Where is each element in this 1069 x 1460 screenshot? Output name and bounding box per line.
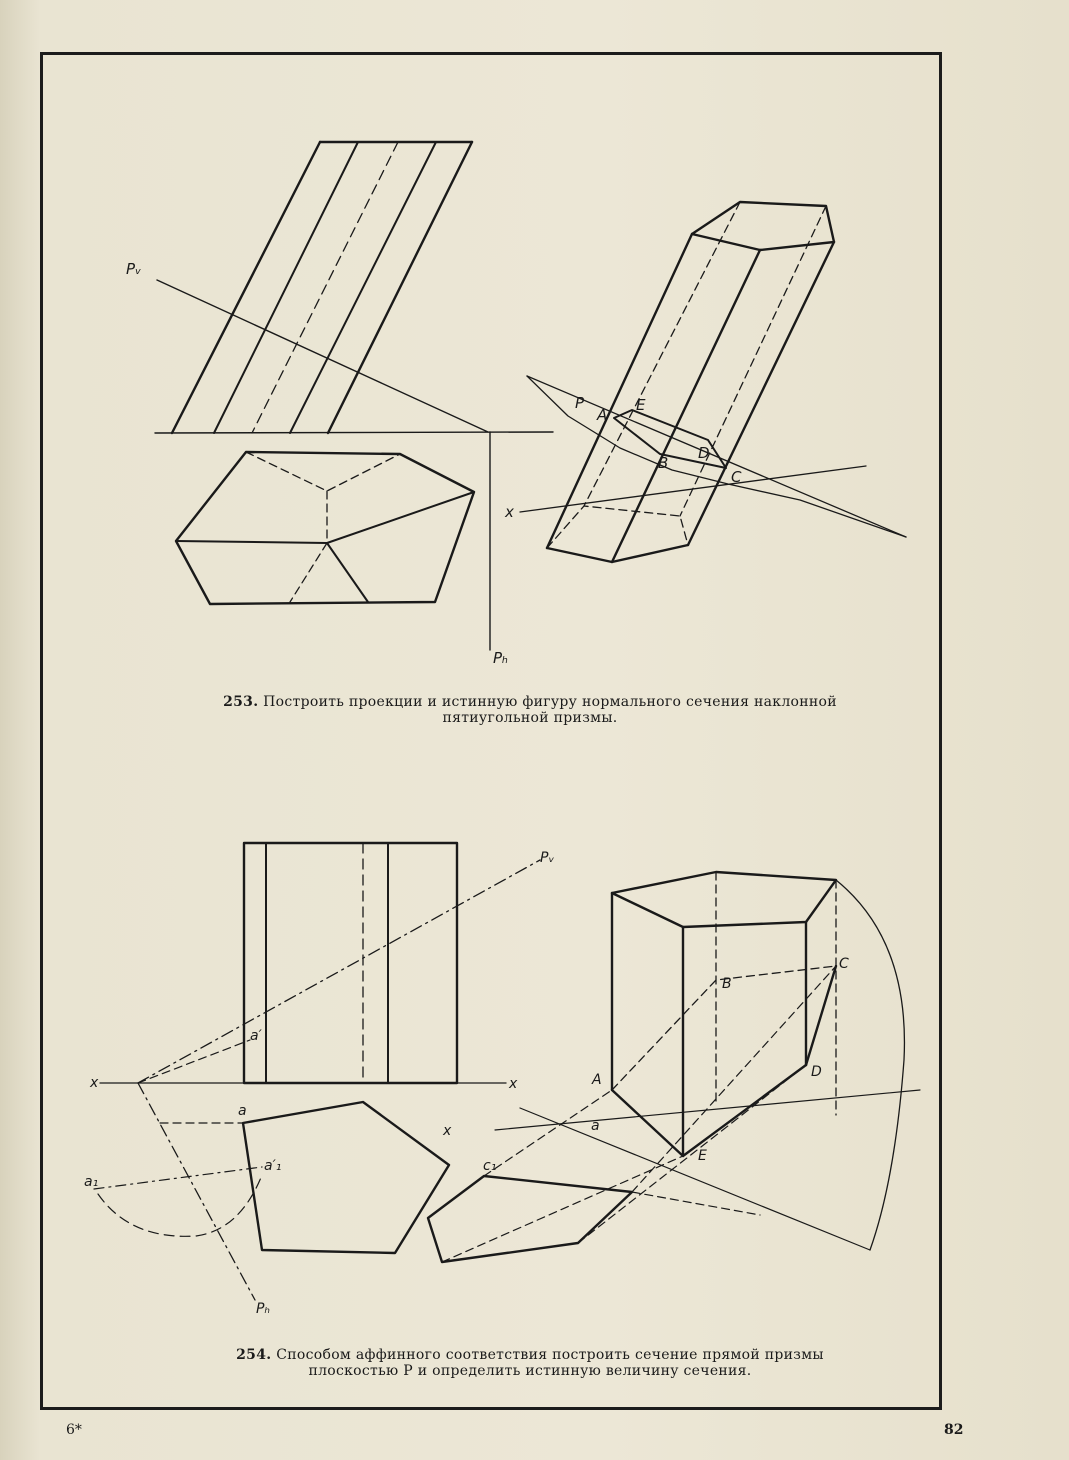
label-254-B: B (722, 976, 732, 992)
label-254-ph: Pₕ (256, 1301, 271, 1317)
fig254-trace-pv (138, 860, 540, 1083)
caption-254-line1: Способом аффинного соответствия построить сечение прямой призмы (276, 1347, 824, 1363)
caption-253-line1: Построить проекции и истинную фигуру нормального сечения наклонной (263, 694, 837, 710)
fig253-isometric-prism (547, 202, 834, 562)
fig253-plan-view (176, 452, 474, 604)
label-253-b: B (658, 454, 669, 472)
fig253-front-view (172, 142, 472, 433)
fig254-plan-view (94, 1040, 449, 1253)
label-254-C: C (839, 956, 849, 972)
page-number-right: 82 (944, 1422, 964, 1438)
caption-fig-254 (110, 1347, 950, 1379)
caption-fig-253 (110, 694, 950, 726)
label-253-c: C (731, 468, 742, 486)
caption-254-line2: плоскостью P и определить истинную величину сечения. (308, 1363, 752, 1379)
fig253-trace-pv (157, 280, 488, 432)
label-254-a-iso: a (591, 1118, 600, 1134)
label-254-pv: Pᵥ (540, 850, 555, 866)
label-254-x-right: x (509, 1076, 518, 1092)
label-254-a-small: a (238, 1103, 247, 1119)
fig254-isometric-prism (495, 872, 920, 1250)
label-254-x-iso: x (443, 1123, 452, 1139)
label-254-E: E (698, 1148, 707, 1164)
label-254-a1: a₁ (84, 1174, 99, 1190)
label-253-d: D (698, 444, 710, 462)
label-254-A: A (592, 1072, 602, 1088)
label-254-a1-prime: a′₁ (264, 1158, 282, 1174)
label-254-x-left: x (90, 1075, 99, 1091)
fig254-true-section (428, 966, 836, 1262)
label-253-x: x (505, 503, 514, 521)
caption-253-line2: пятиугольной призмы. (442, 710, 618, 726)
label-253-ph: Pₕ (493, 649, 509, 667)
fig253-axis-x (155, 432, 553, 433)
label-253-a: A (597, 406, 608, 424)
fig254-front-view (244, 843, 457, 1083)
label-253-e: E (636, 396, 646, 414)
caption-253-number: 253. (223, 694, 259, 710)
page-number-left: 6* (66, 1422, 82, 1438)
label-253-p: P (575, 394, 585, 412)
label-253-pv: Pᵥ (126, 260, 142, 278)
label-254-a-prime: a′ (250, 1028, 262, 1044)
caption-254-number: 254. (236, 1347, 272, 1363)
label-254-D: D (811, 1064, 822, 1080)
label-254-c1: c₁ (483, 1158, 497, 1174)
